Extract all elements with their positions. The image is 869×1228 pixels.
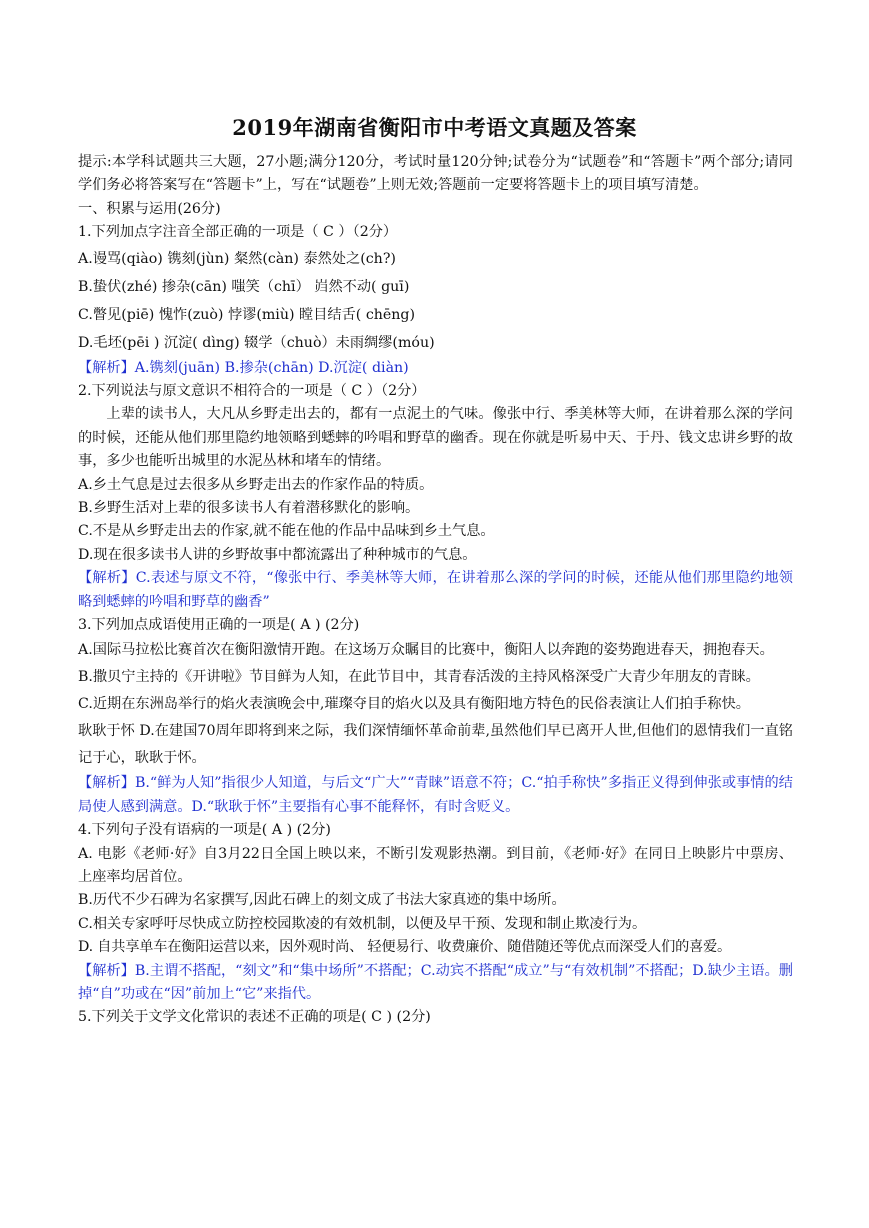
question-4-option-c: C.相关专家呼吁尽快成立防控校园欺凌的有效机制，以便及早干预、发现和制止欺凌行为。: [78, 915, 647, 932]
question-2-analysis: 【解析】C.表述与原文不符，“像张中行、季美林等大师，在讲着那么深的学问的时候，还能从他们那里隐约地领略到蟋蟀的吟唱和野草的幽香”: [78, 570, 793, 610]
question-4-option-b: B.历代不少石碑为名家撰写,因此石碑上的刻文成了书法大家真迹的集中场所。: [78, 892, 566, 909]
question-1-option-d: D.毛坯(pēi ) 沉淀( dìng) 辍学（chuò）未雨绸缪(móu): [78, 334, 435, 351]
question-3-analysis: 【解析】B.“鲜为人知”指很少人知道，与后文“广大”“青睐”语意不符；C.“拍手称快”多指正义得到伸张或事情的结局使人感到满意。D.“耿耿于怀”主要指有心事不能释怀，有时含贬义。: [78, 775, 793, 815]
question-2-option-c: C.不是从乡野走出去的作家,就不能在他的作品中品味到乡土气息。: [78, 523, 495, 540]
question-2-stem: 2.下列说法与原文意识不相符合的一项是（ C ）（2分）: [78, 382, 426, 399]
question-4-option-d: D. 自共享单车在衡阳运营以来，因外观时尚、 轻便易行、收费廉价、随借随还等优点而深受人们的喜爱。: [78, 939, 732, 956]
question-2-option-a: A.乡土气息是过去很多从乡野走出去的作家作品的特质。: [78, 476, 434, 493]
section-heading: 一、积累与运用(26分): [78, 200, 221, 217]
question-1-option-b: B.蛰伏(zhé) 掺杂(cān) 嗤笑（chī） 岿然不动( guī): [78, 278, 410, 295]
question-1-analysis: 【解析】A.镌刻(juān) B.掺杂(chān) D.沉淀( diàn): [78, 359, 409, 376]
question-5-stem: 5.下列关于文学文化常识的表述不正确的项是( C ) (2分): [78, 1009, 431, 1026]
question-3-option-c: C.近期在东洲岛举行的焰火表演晚会中,璀璨夺目的焰火以及具有衡阳地方特色的民俗表演让人们拍手称快。: [78, 696, 750, 713]
question-3-option-d: 耿耿于怀 D.在建国70周年即将到来之际，我们深情缅怀革命前辈,虽然他们早已离开人世,但他们的恩情我们一直铭记于心，耿耿于怀。: [78, 723, 793, 767]
question-1-option-a: A.谩骂(qiào) 镌刻(jùn) 粲然(càn) 泰然处之(ch?): [78, 250, 396, 267]
question-2-passage: 上辈的读书人，大凡从乡野走出去的，都有一点泥土的气味。像张中行、季美林等大师，在讲着那么深的学问的时候，还能从他们那里隐约地领略到蟋蟀的吟唱和野草的幽香。现在你就是听易中天、于丹、钱文忠讲乡野的故事，多少也能听出城里的水泥丛林和堵车的情绪。: [78, 406, 793, 470]
page-title: 2019年湖南省衡阳市中考语文真题及答案: [232, 115, 637, 140]
question-4-option-a: A. 电影《老师·好》自3月22日全国上映以来，不断引发观影热潮。到目前，《老师·好》在同日上映影片中票房、上座率均居首位。: [78, 845, 793, 885]
question-3-option-b: B.撒贝宁主持的《开讲啦》节目鲜为人知，在此节目中，其青春活泼的主持风格深受广大青少年朋友的青睐。: [78, 669, 760, 686]
question-1-stem: 1.下列加点字注音全部正确的一项是（ C ）（2分）: [78, 224, 398, 241]
question-2-option-d: D.现在很多读书人讲的乡野故事中都流露出了种种城市的气息。: [78, 546, 477, 563]
exam-body: [78, 151, 793, 1030]
question-1-option-c: C.瞥见(piē) 愧怍(zuò) 悖谬(miù) 瞠目结舌( chēng): [78, 306, 416, 323]
question-4-stem: 4.下列句子没有语病的一项是( A ) (2分): [78, 822, 331, 839]
notice-text: 提示:本学科试题共三大题，27小题;满分120分，考试时量120分钟;试卷分为“试题卷”和“答题卡”两个部分;请同学们务必将答案写在“答题卡”上，写在“试题卷”上则无效;答题前一定要将答题卡上的项目填写清楚。: [78, 154, 793, 194]
question-3-option-a: A.国际马拉松比赛首次在衡阳激情开跑。在这场万众瞩目的比赛中，衡阳人以奔跑的姿势跑进春天，拥抱春天。: [78, 642, 774, 659]
question-3-stem: 3.下列加点成语使用正确的一项是( A ) (2分): [78, 616, 360, 633]
question-4-analysis: 【解析】B.主谓不搭配，“刻文”和“集中场所”不搭配；C.动宾不搭配“成立”与“有效机制”不搭配；D.缺少主语。删掉“自”功或在“因”前加上“它”来指代。: [78, 962, 793, 1002]
question-2-option-b: B.乡野生活对上辈的很多读书人有着潜移默化的影响。: [78, 499, 420, 516]
